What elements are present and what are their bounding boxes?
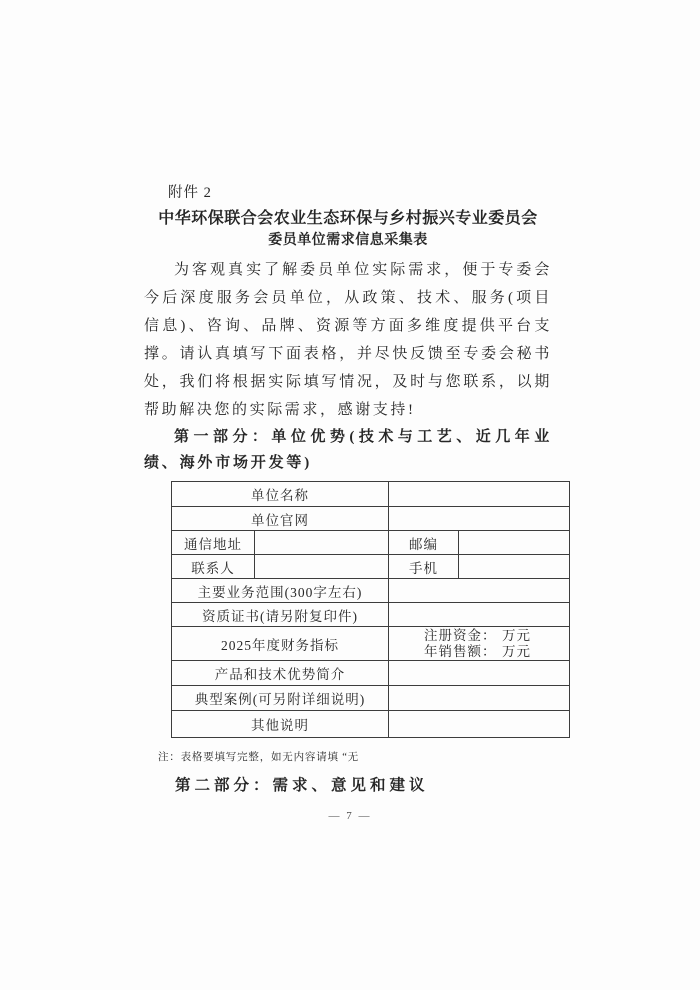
financial-indicators-label: 2025年度财务指标 bbox=[172, 627, 389, 661]
document-title-line2: 委员单位需求信息采集表 bbox=[268, 233, 428, 248]
mobile-value bbox=[459, 555, 570, 579]
section2-heading: 第二部分：需求、意见和建议 bbox=[175, 777, 429, 794]
typical-cases-label: 典型案例(可另附详细说明) bbox=[172, 686, 389, 711]
row-product-tech-intro bbox=[172, 661, 570, 686]
financial-indicators-cell bbox=[389, 627, 570, 661]
qualification-label: 资质证书(请另附复印件) bbox=[172, 603, 389, 627]
intro-paragraph: 为客观真实了解委员单位实际需求，便于专委会今后深度服务会员单位，从政策、技术、服务(项目信息)、咨询、品牌、资源等方面多维度提供平台支撑。请认真填写下面表格，并尽快反馈至专委会秘书处，我们将根据实际填写情况，及时与您联系，以期帮助解决您的实际需求，感谢支持! bbox=[144, 262, 552, 418]
unit-website-label: 单位官网 bbox=[172, 507, 389, 531]
product-tech-intro-label: 产品和技术优势简介 bbox=[172, 661, 389, 686]
contact-person-label: 联系人 bbox=[172, 555, 255, 579]
other-notes-label: 其他说明 bbox=[172, 711, 389, 738]
row-typical-cases bbox=[172, 686, 570, 711]
registered-capital-line bbox=[389, 628, 569, 644]
qualification-value bbox=[389, 603, 570, 627]
row-address-postcode bbox=[172, 531, 570, 555]
requirements-form-table bbox=[171, 481, 570, 738]
unit-name-value bbox=[389, 482, 570, 507]
annual-sales-unit: 万元 bbox=[502, 643, 531, 659]
row-business-scope bbox=[172, 579, 570, 603]
page-number: — 7 — bbox=[328, 810, 372, 822]
table-completion-note: 注：表格要填写完整，如无内容请填 “无 bbox=[158, 752, 359, 763]
unit-website-value bbox=[389, 507, 570, 531]
product-tech-intro-value bbox=[389, 661, 570, 686]
row-unit-website bbox=[172, 507, 570, 531]
other-notes-value bbox=[389, 711, 570, 738]
registered-capital-unit: 万元 bbox=[502, 627, 531, 643]
document-title-line1: 中华环保联合会农业生态环保与乡村振兴专业委员会 bbox=[158, 210, 538, 227]
mobile-label: 手机 bbox=[389, 555, 459, 579]
unit-name-label: 单位名称 bbox=[172, 482, 389, 507]
contact-person-value bbox=[255, 555, 389, 579]
row-financial-indicators bbox=[172, 627, 570, 661]
postcode-label: 邮编 bbox=[389, 531, 459, 555]
row-contact-phone bbox=[172, 555, 570, 579]
row-qualification bbox=[172, 603, 570, 627]
registered-capital-label: 注册资金： bbox=[424, 627, 497, 643]
address-label: 通信地址 bbox=[172, 531, 255, 555]
annual-sales-label: 年销售额： bbox=[424, 643, 497, 659]
section1-heading: 第一部分：单位优势(技术与工艺、近几年业绩、海外市场开发等) bbox=[144, 429, 552, 471]
business-scope-label: 主要业务范围(300字左右) bbox=[172, 579, 389, 603]
annual-sales-line bbox=[389, 644, 569, 660]
row-unit-name bbox=[172, 482, 570, 507]
row-other-notes bbox=[172, 711, 570, 738]
business-scope-value bbox=[389, 579, 570, 603]
attachment-label: 附件 2 bbox=[168, 185, 212, 201]
postcode-value bbox=[459, 531, 570, 555]
typical-cases-value bbox=[389, 686, 570, 711]
address-value bbox=[255, 531, 389, 555]
